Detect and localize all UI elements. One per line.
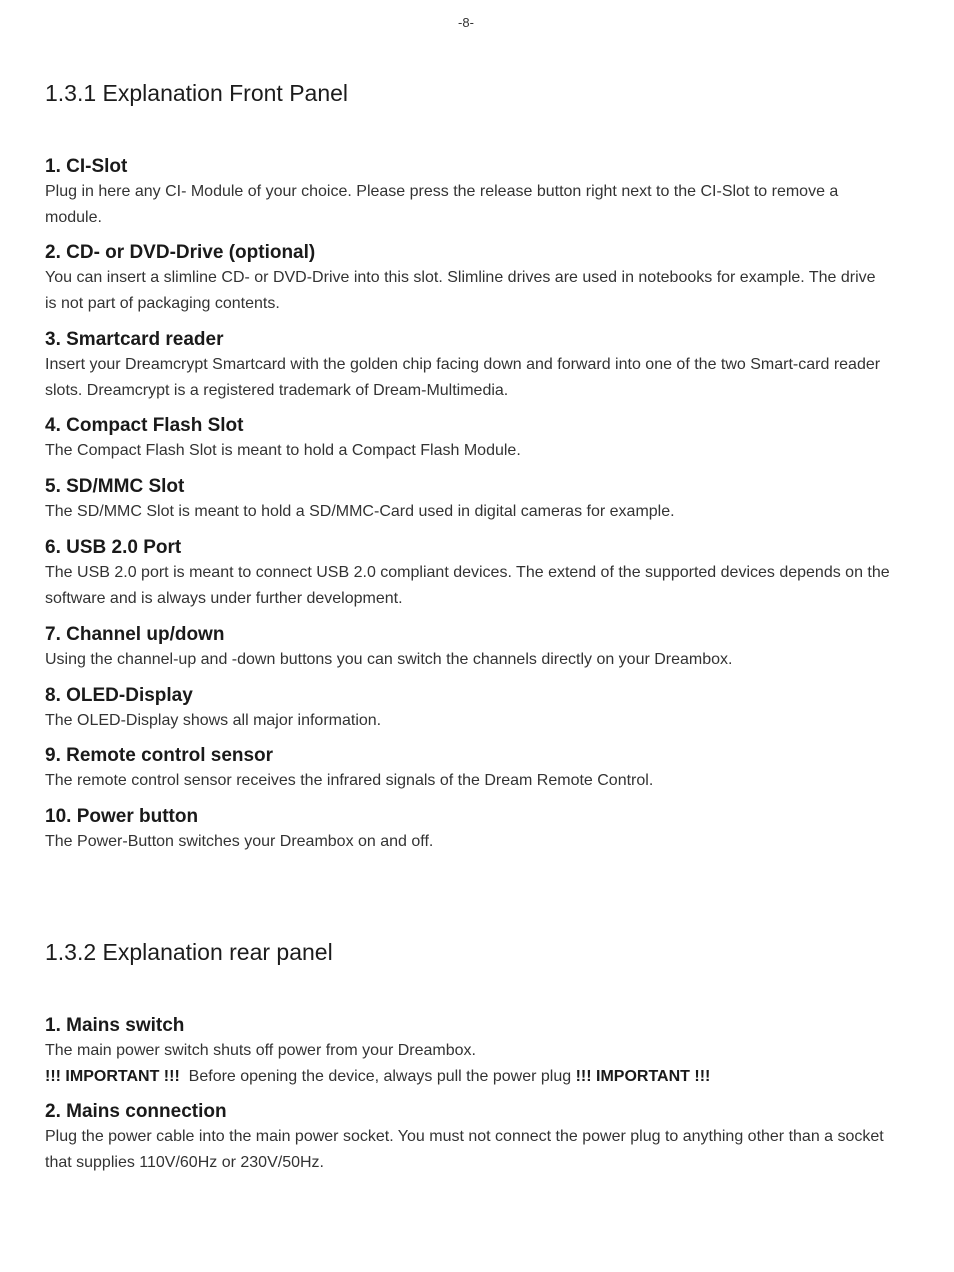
list-item-channel-up-down [45, 623, 890, 673]
list-item-smartcard-reader [45, 328, 890, 404]
item-title: 5. SD/MMC Slot [45, 476, 185, 497]
item-text: Plug in here any CI- Module of your choice. Please press the release button right next to the CI-Slot to remove a module. [45, 183, 839, 226]
item-title: 6. USB 2.0 Port [45, 537, 182, 558]
item-text: Insert your Dreamcrypt Smartcard with the golden chip facing down and forward into one of the two Smart-card reader slots. Dreamcrypt is a registered trademark of Dream-Multimedia. [45, 356, 881, 399]
item-title: 3. Smartcard reader [45, 329, 224, 350]
section-title-rear-panel: 1.3.2 Explanation rear panel [45, 939, 333, 965]
page-number: -8- [458, 15, 474, 30]
item-title: 8. OLED-Display [45, 685, 193, 706]
list-item-power-button [45, 805, 890, 855]
item-text: The USB 2.0 port is meant to connect USB 2.0 compliant devices. The extend of the supported devices depends on the software and is always under further development. [45, 564, 890, 607]
item-title: 4. Compact Flash Slot [45, 415, 244, 436]
item-title: 10. Power button [45, 806, 199, 827]
list-item-remote-control-sensor [45, 744, 890, 794]
list-item-usb-port [45, 536, 890, 612]
item-text: Using the channel-up and -down buttons you can switch the channels directly on your Dreambox. [45, 651, 733, 668]
important-label: !!! IMPORTANT !!! [575, 1068, 711, 1085]
list-item-compact-flash-slot [45, 414, 890, 464]
item-text: Plug the power cable into the main power socket. You must not connect the power plug to anything other than a socket that supplies 110V/60Hz or 230V/50Hz. [45, 1128, 884, 1171]
item-text: The main power switch shuts off power from your Dreambox. [45, 1042, 476, 1059]
item-title: 2. Mains connection [45, 1101, 227, 1122]
item-text: The remote control sensor receives the infrared signals of the Dream Remote Control. [45, 772, 654, 789]
item-text: The Compact Flash Slot is meant to hold a Compact Flash Module. [45, 442, 521, 459]
item-title: 1. CI-Slot [45, 156, 128, 177]
list-item-oled-display [45, 684, 890, 734]
item-text: The Power-Button switches your Dreambox on and off. [45, 833, 434, 850]
item-title: 7. Channel up/down [45, 624, 225, 645]
important-warning [45, 1064, 890, 1090]
item-title: 9. Remote control sensor [45, 745, 274, 766]
item-text: The OLED-Display shows all major information. [45, 712, 382, 729]
item-text: The SD/MMC Slot is meant to hold a SD/MMC-Card used in digital cameras for example. [45, 503, 675, 520]
list-item-ci-slot [45, 155, 890, 231]
list-item-mains-switch [45, 1014, 890, 1090]
item-text: You can insert a slimline CD- or DVD-Drive into this slot. Slimline drives are used in notebooks for example. The drive is not part of packaging contents. [45, 269, 876, 312]
section-title-front-panel: 1.3.1 Explanation Front Panel [45, 80, 349, 106]
important-label: !!! IMPORTANT !!! [45, 1068, 180, 1085]
warning-text: Before opening the device, always pull the power plug [188, 1068, 572, 1085]
item-title: 1. Mains switch [45, 1015, 185, 1036]
list-item-mains-connection [45, 1100, 890, 1176]
list-item-cd-dvd-drive [45, 241, 890, 317]
list-item-sd-mmc-slot [45, 475, 890, 525]
item-title: 2. CD- or DVD-Drive (optional) [45, 242, 316, 263]
